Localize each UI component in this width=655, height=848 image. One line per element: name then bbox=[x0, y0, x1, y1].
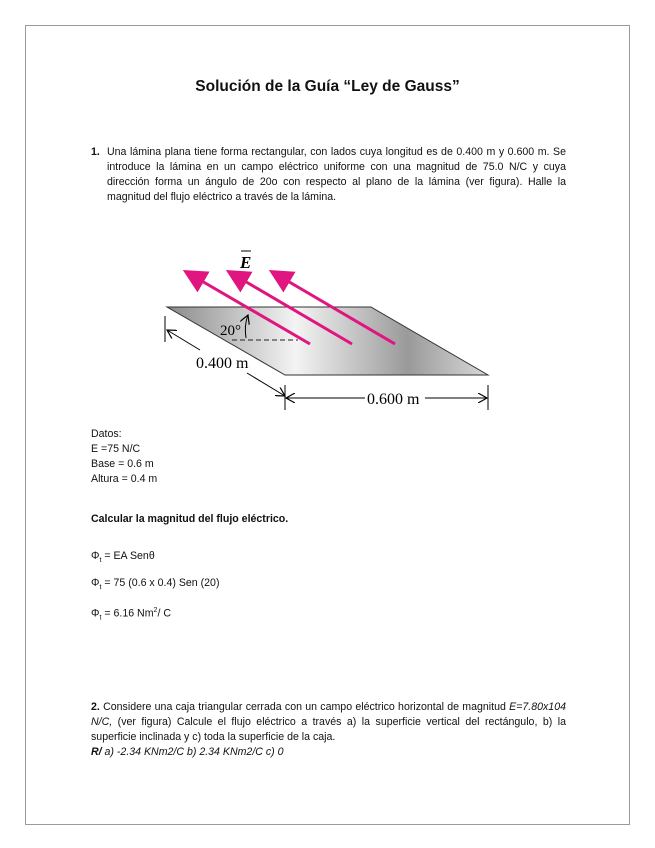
question-2-field: E=7.80x104 N/C, bbox=[91, 701, 566, 728]
given-value: E =75 N/C bbox=[91, 443, 141, 455]
question-2 bbox=[91, 700, 566, 760]
width-label: 0.400 m bbox=[196, 355, 249, 372]
exponent: 2 bbox=[153, 607, 158, 614]
equation-unit: / C bbox=[157, 607, 171, 620]
given-data-heading: Datos: bbox=[91, 428, 122, 440]
angle-label: 20° bbox=[220, 323, 241, 339]
flux-symbol: Φ bbox=[91, 607, 100, 620]
equation-rhs: = 75 (0.6 x 0.4) Sen (20) bbox=[101, 577, 220, 589]
field-label: E bbox=[240, 253, 252, 272]
given-value: Altura = 0.4 m bbox=[91, 473, 158, 485]
length-label: 0.600 m bbox=[367, 391, 420, 408]
question-2-text: Considere una caja triangular cerrada con un campo eléctrico horizontal de magnitud bbox=[99, 701, 506, 713]
answer-text: a) -2.34 KNm2/C b) 2.34 KNm2/C c) 0 bbox=[101, 746, 284, 758]
page-title: Solución de la Guía “Ley de Gauss” bbox=[195, 78, 460, 95]
width-dim-line-top bbox=[167, 330, 200, 350]
question-2-text-cont: (ver figura) Calcule el flujo eléctrico a través a) la superficie vertical del rectángulo, b) la superficie inclinada y c) toda la superficie de la caja. bbox=[91, 716, 566, 743]
question-2-number: 2. bbox=[91, 701, 100, 713]
flux-subscript: t bbox=[99, 557, 102, 565]
flux-symbol: Φ bbox=[91, 550, 100, 562]
answer-label: R/ bbox=[91, 746, 102, 758]
equation-rhs: = 6.16 Nm bbox=[101, 607, 154, 620]
flux-symbol: Φ bbox=[91, 577, 100, 589]
equation bbox=[91, 603, 171, 626]
flux-subscript: t bbox=[99, 584, 102, 592]
calculation-heading: Calcular la magnitud del flujo eléctrico. bbox=[91, 513, 289, 525]
question-1-text: Una lámina plana tiene forma rectangular, con lados cuya longitud es de 0.400 m y 0.600 m. Se introduce la lámina en un campo eléctrico uniforme con una magnitud de 75.0 N/C y cuya dirección forma un ángulo de 20o con respecto al plano de la lámina (ver figura). Halle la magnitud del flujo eléctrico a través de la lámina. bbox=[107, 146, 566, 203]
flux-subscript: t bbox=[99, 614, 102, 622]
width-dim-line-bottom bbox=[247, 373, 285, 396]
equation bbox=[91, 549, 155, 568]
question-1-number: 1. bbox=[91, 146, 100, 158]
given-data bbox=[91, 427, 157, 487]
equation bbox=[91, 576, 219, 595]
equation-rhs: = EA Senθ bbox=[101, 550, 155, 562]
given-value: Base = 0.6 m bbox=[91, 458, 154, 470]
